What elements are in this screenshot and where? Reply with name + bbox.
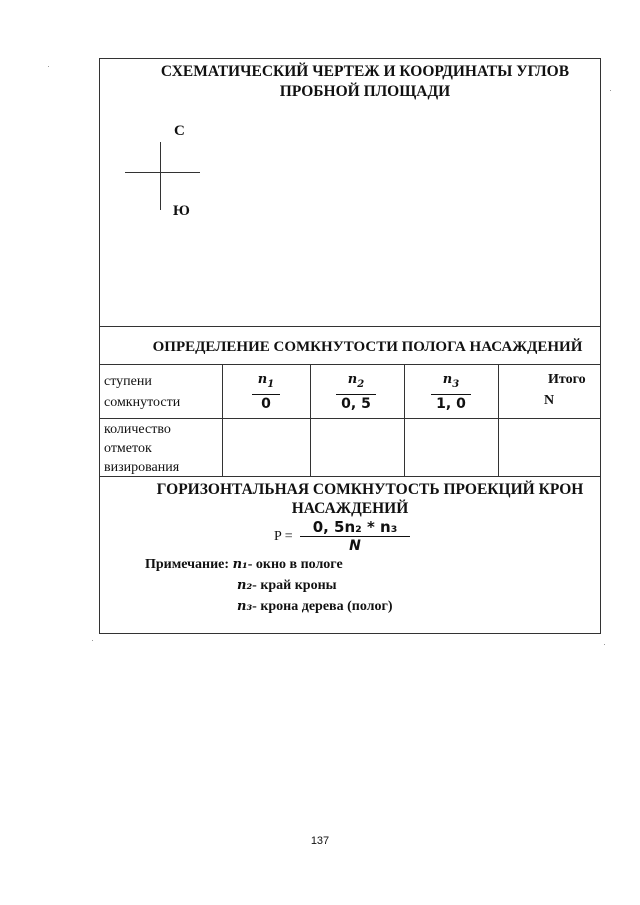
note1-variable: n₁: [232, 557, 248, 572]
note-line3: [237, 597, 393, 617]
note1-text: - окно в пологе: [247, 557, 343, 572]
note2-variable: n₂: [237, 578, 253, 593]
note-line2: [237, 576, 337, 596]
row2-label-line2: отметок: [104, 441, 152, 456]
section1-title-line1: СХЕМАТИЧЕСКИЙ ЧЕРТЕЖ И КООРДИНАТЫ УГЛОВ: [160, 63, 570, 80]
section-divider: [99, 326, 601, 327]
row2-label-line3: визирования: [104, 460, 180, 475]
compass-vertical-axis: [160, 142, 161, 210]
note-line1: [145, 555, 343, 575]
note-label: Примечание:: [145, 557, 230, 572]
n2-fraction: [326, 371, 386, 413]
section1-title-line2: ПРОБНОЙ ПЛОЩАДИ: [279, 83, 451, 100]
section3-title-line2: НАСАЖДЕНИЙ: [291, 500, 409, 517]
section2-title: ОПРЕДЕЛЕНИЕ СОМКНУТОСТИ ПОЛОГА НАСАЖДЕНИЙ: [152, 339, 583, 355]
note3-variable: n₃: [237, 599, 253, 614]
compass-north-label: С: [174, 123, 185, 139]
n2-subscript: 2: [357, 378, 365, 390]
n3-symbol: n: [442, 372, 453, 387]
table-row-divider: [99, 418, 601, 419]
n1-subscript: 1: [267, 378, 275, 390]
n2-symbol: n: [347, 372, 358, 387]
row1-label-line1: ступени: [104, 374, 152, 389]
page-number: 137: [310, 835, 330, 847]
n1-denominator: 0: [261, 395, 271, 412]
n1-fraction: [236, 371, 296, 413]
total-symbol: N: [544, 393, 555, 408]
table-col-divider: [310, 364, 311, 476]
scan-speck: [92, 640, 93, 641]
n3-denominator: 1, 0: [436, 395, 466, 412]
formula-denominator: N: [349, 538, 361, 554]
note2-text: - край кроны: [252, 578, 337, 593]
n3-subscript: 3: [452, 378, 460, 390]
compass-horizontal-axis: [125, 172, 200, 173]
n1-symbol: n: [257, 372, 268, 387]
row1-label-line2: сомкнутости: [104, 395, 181, 410]
compass-south-label: Ю: [173, 203, 190, 219]
table-top-border: [99, 364, 601, 365]
table-col-divider: [222, 364, 223, 476]
table-col-divider: [498, 364, 499, 476]
n3-fraction: [421, 371, 481, 413]
closure-formula: [300, 518, 410, 555]
formula-lhs: P =: [274, 529, 293, 544]
section3-title-line1: ГОРИЗОНТАЛЬНАЯ СОМКНУТОСТЬ ПРОЕКЦИЙ КРОН: [156, 481, 584, 498]
row2-label-line1: количество: [104, 422, 171, 437]
scan-speck: [610, 90, 611, 91]
n2-denominator: 0, 5: [341, 395, 371, 412]
scan-speck: [604, 644, 605, 645]
table-col-divider: [404, 364, 405, 476]
total-label: Итого: [548, 372, 586, 387]
formula-numerator: 0, 5n₂ * n₃: [312, 518, 398, 536]
note3-text: - крона дерева (полог): [252, 599, 393, 614]
scan-speck: [48, 66, 49, 67]
